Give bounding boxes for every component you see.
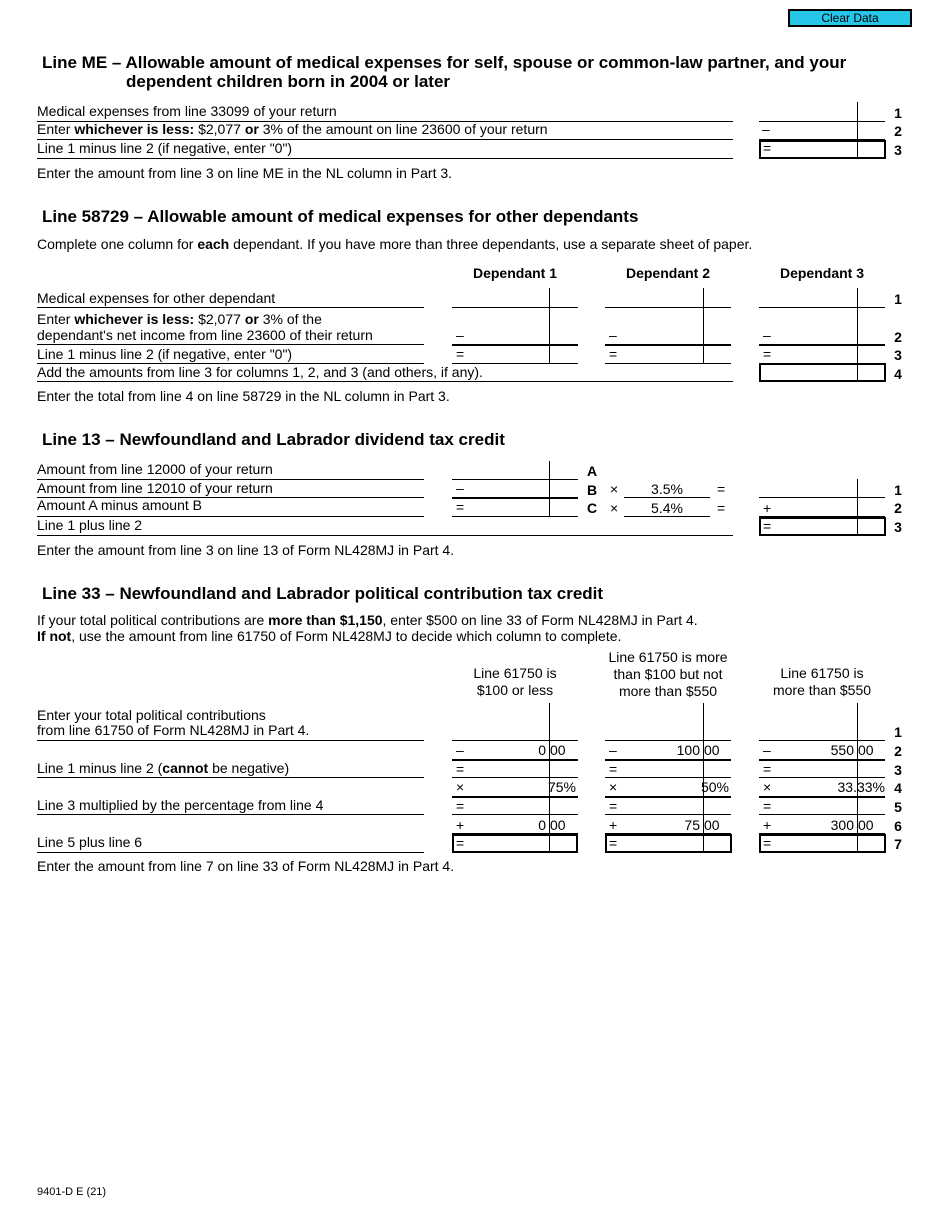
l33-line-number: 6: [894, 818, 902, 834]
l33-col3-line6-cents: 00: [858, 817, 874, 833]
l13-line3-total-box[interactable]: [759, 517, 886, 536]
l13-rate-c: 5.4%: [651, 500, 683, 516]
l33-col3-header: Line 61750 is more than $550: [772, 665, 872, 698]
l33-row1-label-line2: from line 61750 of Form NL428MJ in Part 4.: [37, 722, 310, 738]
l13-plus-sign: +: [763, 500, 772, 516]
l33-col3-equals: =: [763, 798, 772, 814]
l13-row1-label: Amount from line 12000 of your return: [37, 461, 273, 477]
l33-col2-line3-input[interactable]: [621, 760, 703, 777]
l13-label-c: C: [586, 500, 598, 516]
l13-equals-sign: =: [717, 481, 726, 497]
l33-col3-line1-input[interactable]: [759, 703, 857, 740]
l13-label-b: B: [586, 482, 598, 498]
l58729-row4-label: Add the amounts from line 3 for columns 1, 2, and 3 (and others, if any).: [37, 364, 483, 380]
l33-col2-header: Line 61750 is more than $100 but not more than $550: [608, 649, 728, 699]
dep3-line2-input[interactable]: [775, 326, 857, 344]
l33-row5-label: Line 3 multiplied by the percentage from line 4: [37, 797, 324, 813]
l33-col1-line6-cents: 00: [550, 817, 566, 833]
l58729-line-number: 3: [894, 347, 902, 363]
l33-col1-minus: –: [456, 742, 464, 758]
l33-col3-line2-cents: 00: [858, 742, 874, 758]
l33-col3-line3-input[interactable]: [775, 760, 857, 777]
me-title-line1: Line ME – Allowable amount of medical expenses for self, spouse or common-law partner, and your: [42, 53, 847, 72]
l33-intro-line1: If your total political contributions are more than $1,150, enter $500 on line 33 of Form NL428MJ in Part 4.: [37, 612, 698, 628]
l13-amount-c-input[interactable]: [468, 498, 549, 516]
dep3-minus-sign: –: [763, 327, 771, 343]
l33-note: Enter the amount from line 7 on line 33 of Form NL428MJ in Part 4.: [37, 858, 455, 874]
l13-amount-a-input[interactable]: [452, 461, 549, 479]
l33-col2-line6-dollars: 75: [684, 817, 700, 833]
dependant-3-header: Dependant 3: [779, 265, 864, 281]
l58729-row2-label-line2: dependant's net income from line 23600 of their return: [37, 327, 373, 343]
l58729-row2-label: Enter whichever is less: $2,077 or 3% of the: [37, 311, 322, 327]
l13-equals-sign: =: [763, 518, 772, 534]
l58729-title: Line 58729 – Allowable amount of medical expenses for other dependants: [42, 207, 639, 226]
l33-col1-line2-cents: 00: [550, 742, 566, 758]
l13-equals-sign: =: [456, 499, 465, 515]
l33-col3-minus: –: [763, 742, 771, 758]
dependant-1-header: Dependant 1: [472, 265, 557, 281]
l33-row1-label: Enter your total political contributions: [37, 707, 266, 723]
l33-title: Line 33 – Newfoundland and Labrador political contribution tax credit: [42, 584, 604, 603]
l33-col1-line4-rate: 75%: [547, 779, 576, 795]
l13-row2-label: Amount from line 12010 of your return: [37, 480, 273, 496]
l13-times-sign: ×: [610, 481, 619, 497]
dep1-line3-input[interactable]: [468, 345, 549, 363]
form-id: 9401-D E (21): [37, 1186, 107, 1198]
clear-data-button[interactable]: Clear Data: [788, 9, 912, 27]
l33-col2-line4-rate: 50%: [700, 779, 729, 795]
me-line-number: 3: [894, 142, 902, 158]
l13-times-sign: ×: [610, 500, 619, 516]
dep2-line3-input[interactable]: [621, 345, 703, 363]
l33-line-number: 4: [894, 780, 902, 796]
l33-col3-equals: =: [763, 761, 772, 777]
l13-row4-label: Line 1 plus line 2: [37, 517, 143, 533]
dep1-line1-input[interactable]: [452, 289, 549, 307]
l33-col1-line2-dollars: 0: [538, 742, 546, 758]
l33-row3-label: Line 1 minus line 2 (cannot be negative): [37, 760, 290, 776]
l33-col2-line2-cents: 00: [704, 742, 720, 758]
l33-col3-plus: +: [763, 817, 772, 833]
l33-col2-line7-box[interactable]: [605, 834, 732, 853]
l13-line-number: 2: [894, 500, 902, 516]
l33-col1-line1-input[interactable]: [452, 703, 549, 740]
l13-line-number: 1: [894, 482, 902, 498]
me-row3-label: Line 1 minus line 2 (if negative, enter "0"): [37, 140, 293, 156]
l33-col1-line6-dollars: 0: [538, 817, 546, 833]
me-row2-label: Enter whichever is less: $2,077 or 3% of the amount on line 23600 of your return: [37, 121, 548, 137]
me-line2-input[interactable]: [775, 121, 857, 139]
l33-line-number: 5: [894, 799, 902, 815]
dep2-line1-input[interactable]: [605, 289, 703, 307]
l33-col2-line5-input[interactable]: [621, 797, 703, 814]
l58729-intro: Complete one column for each dependant. If you have more than three dependants, use a separate sheet of paper.: [37, 236, 753, 252]
l33-line-number: 7: [894, 836, 902, 852]
l13-minus-sign: –: [456, 480, 464, 496]
l13-line2-input[interactable]: [775, 498, 857, 516]
l33-col2-line2-dollars: 100: [676, 742, 700, 758]
l58729-note: Enter the total from line 4 on line 58729 in the NL column in Part 3.: [37, 388, 450, 404]
dep2-line2-input[interactable]: [621, 326, 703, 344]
l33-col1-plus: +: [456, 817, 465, 833]
dep3-line3-input[interactable]: [775, 345, 857, 363]
l33-col1-equals: =: [456, 761, 465, 777]
l33-col3-line7-box[interactable]: [759, 834, 886, 853]
l33-intro-line2: If not, use the amount from line 61750 of Form NL428MJ to decide which column to complete.: [37, 628, 622, 644]
me-minus-sign: –: [762, 121, 770, 137]
l58729-row3-label: Line 1 minus line 2 (if negative, enter "0"): [37, 346, 293, 362]
l58729-line-number: 4: [894, 366, 902, 382]
dep1-minus-sign: –: [456, 327, 464, 343]
me-title-line2: dependent children born in 2004 or later: [126, 72, 451, 91]
l33-col1-equals: =: [456, 798, 465, 814]
l33-line-number: 2: [894, 743, 902, 759]
l13-label-a: A: [586, 463, 598, 479]
l33-col2-line6-cents: 00: [704, 817, 720, 833]
l33-col2-line1-input[interactable]: [605, 703, 703, 740]
l33-col3-line2-dollars: 550: [830, 742, 854, 758]
l33-col1-times: ×: [456, 779, 465, 795]
dep1-equals-sign: =: [456, 346, 465, 362]
l33-col2-equals: =: [609, 798, 618, 814]
me-line-number: 1: [894, 105, 902, 121]
dep3-line1-input[interactable]: [759, 289, 857, 307]
l33-col3-line5-input[interactable]: [775, 797, 857, 814]
l33-line-number: 3: [894, 762, 902, 778]
l58729-line-number: 1: [894, 291, 902, 307]
l33-col1-line7-box[interactable]: [452, 834, 578, 853]
l33-col1-equals: =: [456, 835, 465, 851]
l58729-row1-label: Medical expenses for other dependant: [37, 290, 276, 306]
me-line3-box[interactable]: [759, 140, 886, 159]
l13-line1-input[interactable]: [759, 479, 857, 497]
l13-row3-label: Amount A minus amount B: [37, 497, 202, 513]
l13-amount-b-input[interactable]: [468, 479, 549, 497]
l33-col1-line3-input[interactable]: [468, 760, 549, 777]
l33-col1-header: Line 61750 is $100 or less: [473, 665, 557, 698]
me-note: Enter the amount from line 3 on line ME in the NL column in Part 3.: [37, 165, 453, 181]
l13-equals-sign: =: [717, 500, 726, 516]
l33-col2-times: ×: [609, 779, 618, 795]
l13-line-number: 3: [894, 519, 902, 535]
l33-line-number: 1: [894, 724, 902, 740]
me-row1-label: Medical expenses from line 33099 of your return: [37, 103, 337, 119]
l13-note: Enter the amount from line 3 on line 13 of Form NL428MJ in Part 4.: [37, 542, 455, 558]
l58729-line4-total-box[interactable]: [759, 363, 886, 382]
l33-col1-line5-input[interactable]: [468, 797, 549, 814]
dep2-minus-sign: –: [609, 327, 617, 343]
l33-col3-line6-dollars: 300: [830, 817, 854, 833]
l33-col2-equals: =: [609, 761, 618, 777]
l33-col2-equals: =: [609, 835, 618, 851]
dep3-equals-sign: =: [763, 346, 772, 362]
me-line-number: 2: [894, 123, 902, 139]
l33-col3-line4-rate: 33.33%: [837, 779, 885, 795]
l33-col3-times: ×: [763, 779, 772, 795]
me-equals-sign: =: [763, 140, 772, 156]
l33-row7-label: Line 5 plus line 6: [37, 834, 143, 850]
l13-rate-b: 3.5%: [651, 481, 683, 497]
dep2-equals-sign: =: [609, 346, 618, 362]
dep1-line2-input[interactable]: [468, 326, 549, 344]
l33-col2-minus: –: [609, 742, 617, 758]
l33-col2-plus: +: [609, 817, 618, 833]
l58729-line-number: 2: [894, 329, 902, 345]
l13-title: Line 13 – Newfoundland and Labrador dividend tax credit: [42, 430, 505, 449]
dependant-2-header: Dependant 2: [625, 265, 710, 281]
l33-col3-equals: =: [763, 835, 772, 851]
